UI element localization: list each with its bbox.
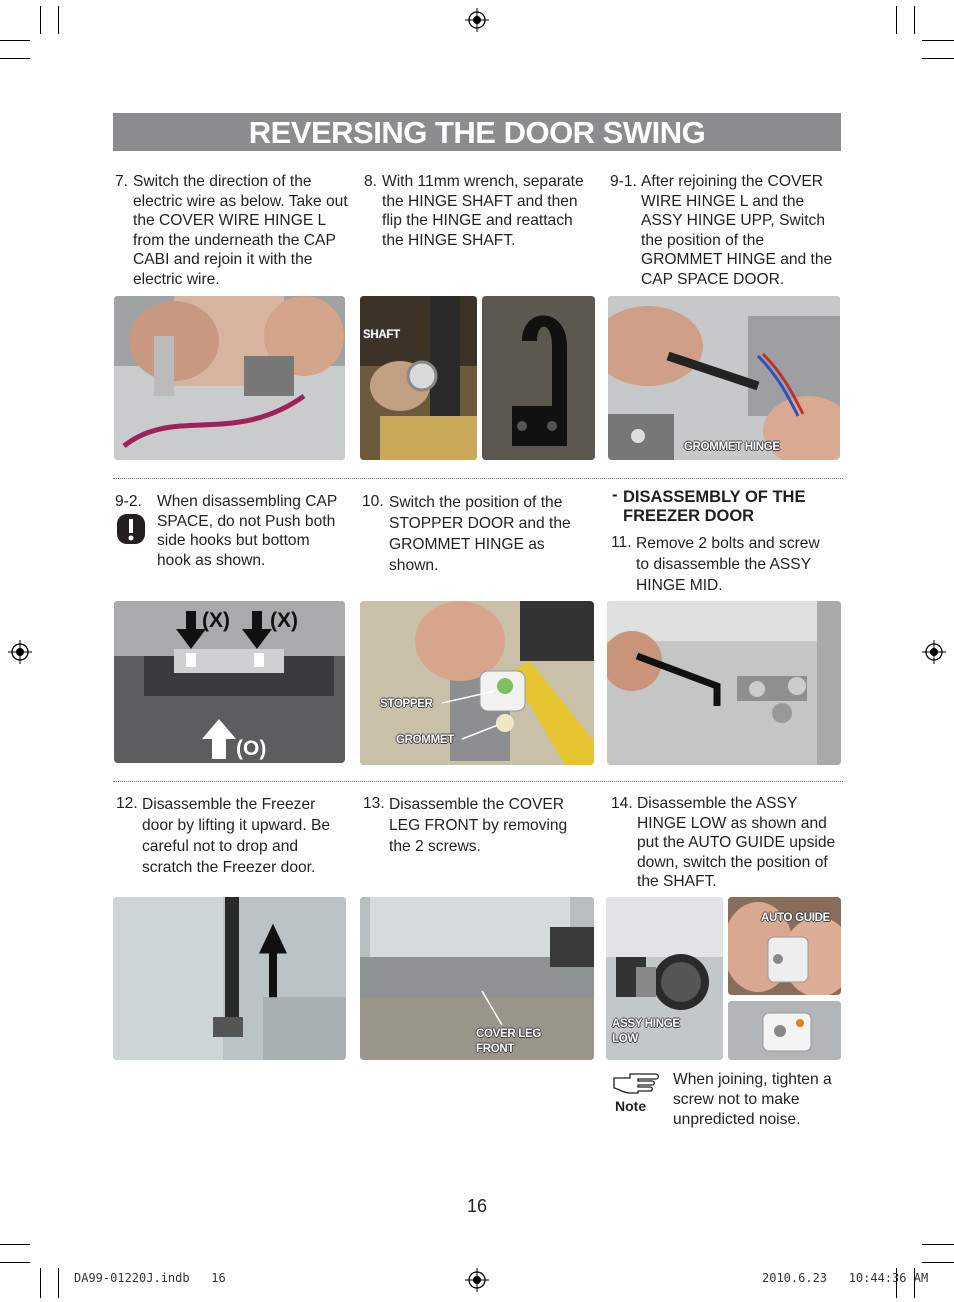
crop-mark: [922, 40, 954, 41]
step-text: After rejoining the COVER WIRE HINGE L and the ASSY HINGE UPP, Switch the position of the GROMMET HINGE and the CAP SPACE DOOR.: [641, 173, 833, 288]
step-text: Disassemble the COVER LEG FRONT by removing the 2 screws.: [389, 796, 568, 855]
step-text: Disassemble the ASSY HINGE LOW as shown and put the AUTO GUIDE upside down, switch the position of the SHAFT.: [637, 795, 836, 891]
photo-wrench-shaft: [360, 296, 477, 460]
label-grommet-hinge: GROMMET HINGE: [684, 441, 780, 453]
step-12: [116, 794, 351, 884]
photo-cover-wire-hinge: [114, 296, 345, 460]
photo-hinge-flipped: [482, 296, 595, 460]
crop-mark: [0, 58, 30, 59]
photo-freezer-door-lift: [113, 897, 346, 1060]
step-text: Disassemble the Freezer door by lifting it upward. Be careful not to drop and scratch the Freezer door.: [142, 796, 331, 876]
crop-mark: [0, 1244, 30, 1245]
crop-mark: [0, 1262, 30, 1263]
crop-mark: [922, 58, 954, 59]
registration-mark-icon: [922, 640, 946, 664]
label-o: (O): [236, 737, 267, 760]
step-number: 11.: [611, 534, 632, 551]
crop-mark: [922, 1244, 954, 1245]
step-9-1: [610, 172, 845, 292]
photo-cover-leg-front: [360, 897, 594, 1060]
step-number: 10.: [362, 493, 384, 510]
title-bar: [113, 113, 841, 151]
heading-line-1: DISASSEMBLY OF THE: [623, 488, 806, 506]
pointer-arrow-icon: [440, 683, 594, 765]
step-number: 14.: [611, 795, 633, 812]
pointer-arrow-icon: [478, 989, 594, 1060]
photo-assy-hinge-low: [606, 897, 723, 1060]
step-text: With 11mm wrench, separate the HINGE SHAFT and then flip the HINGE and reattach the HINGE SHAFT.: [382, 173, 584, 249]
crop-mark: [58, 6, 59, 34]
step-number: 9-2.: [115, 493, 142, 510]
photo-stopper-grommet: [360, 601, 594, 765]
label-stopper: STOPPER: [380, 698, 433, 710]
note-text: When joining, tighten a screw not to make unpredicted noise.: [673, 1071, 832, 1128]
step-number: 8.: [364, 173, 378, 190]
divider: [113, 478, 843, 479]
step-7: [115, 172, 350, 292]
crop-mark: [58, 1268, 59, 1298]
label-shaft: SHAFT: [363, 329, 400, 341]
crop-mark: [922, 1262, 954, 1263]
step-text: Remove 2 bolts and screw to disassemble the ASSY HINGE MID.: [636, 535, 820, 594]
step-8: [364, 172, 594, 292]
page-title: REVERSING THE DOOR SWING: [248, 115, 706, 150]
step-number: 9-1.: [610, 173, 637, 190]
photo-grommet-hinge: [608, 296, 840, 460]
crop-mark: [40, 1268, 41, 1298]
step-text: Switch the position of the STOPPER DOOR and the GROMMET HINGE as shown.: [389, 494, 571, 574]
label-assy-hinge-line-2: LOW: [612, 1033, 638, 1045]
crop-mark: [0, 40, 30, 41]
label-grommet: GROMMET: [396, 734, 454, 746]
label-cover-leg-line-1: COVER LEG: [476, 1028, 542, 1040]
step-14: [611, 794, 843, 894]
crop-mark: [40, 6, 41, 34]
label-auto-guide: AUTO GUIDE: [761, 912, 830, 924]
step-number: 13.: [363, 795, 385, 812]
label-x-left: (X): [202, 609, 230, 632]
footer-timestamp: 2010.6.23 10:44:36 AM: [762, 1271, 929, 1285]
step-number: 7.: [115, 173, 129, 190]
warning-icon: [116, 513, 146, 545]
heading-dash: -: [612, 486, 618, 504]
divider: [113, 781, 843, 782]
registration-mark-icon: [465, 1268, 489, 1292]
step-11: [611, 533, 843, 597]
crop-mark: [896, 6, 897, 34]
page-number: 16: [466, 1196, 488, 1216]
photo-assy-hinge-mid: [607, 601, 841, 765]
crop-mark: [914, 6, 915, 34]
label-x-right: (X): [270, 609, 298, 632]
registration-mark-icon: [8, 640, 32, 664]
registration-mark-icon: [465, 8, 489, 32]
step-9-2-text-block: [115, 492, 340, 592]
step-text: Switch the direction of the electric wire as below. Take out the COVER WIRE HINGE L from the underneath the CAP CABI and rejoin it with the electric wire.: [133, 173, 348, 288]
label-cover-leg-line-2: FRONT: [476, 1043, 515, 1055]
step-13: [363, 794, 598, 864]
pointing-hand-icon: [612, 1072, 660, 1096]
photo-auto-guide-flipped: [728, 1001, 841, 1060]
footer-file: DA99-01220J.indb 16: [74, 1271, 226, 1285]
note-label: Note: [615, 1098, 647, 1114]
photo-auto-guide: [728, 897, 841, 995]
step-number: 12.: [116, 795, 138, 812]
label-assy-hinge-line-1: ASSY HINGE: [612, 1018, 680, 1030]
section-heading: [612, 488, 842, 528]
step-10: [362, 492, 592, 592]
photo-cap-space: [114, 601, 345, 763]
step-text: When disassembling CAP SPACE, do not Push both side hooks but bottom hook as shown.: [157, 493, 337, 569]
heading-line-2: FREEZER DOOR: [623, 507, 755, 525]
